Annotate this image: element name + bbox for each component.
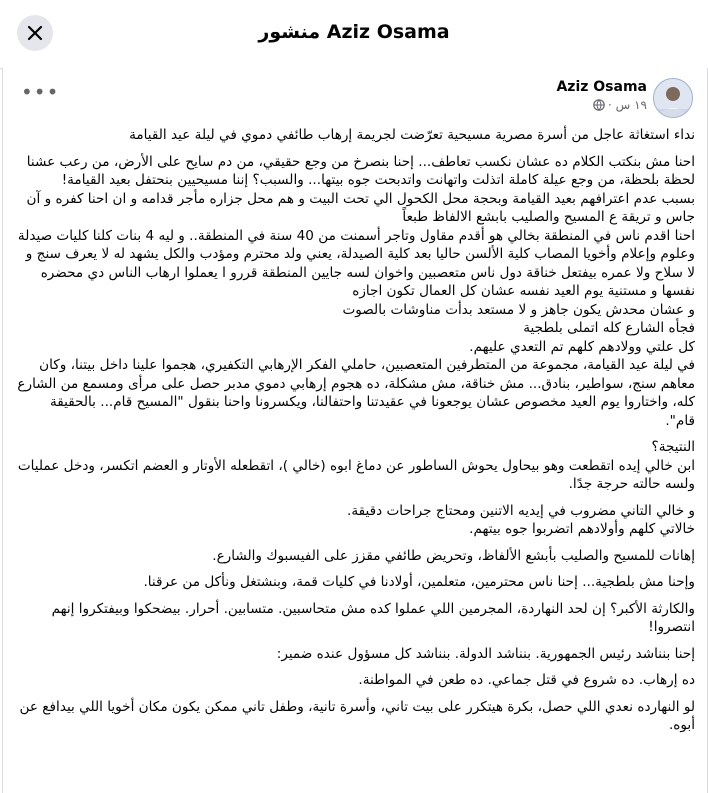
post-time[interactable]: ١٩ س ·	[608, 98, 647, 112]
post-paragraph-1: نداء استغاثة عاجل من أسرة مصرية مسيحية تعرّضت لجريمة إرهاب طائفي دموي في ليلة عيد القيامة	[129, 127, 695, 143]
globe-icon	[593, 99, 605, 111]
post-paragraph-9: ده إرهاب. ده شروع في قتل جماعي. ده طعن في المواطنة.	[358, 672, 695, 688]
avatar[interactable]	[653, 78, 693, 118]
post-paragraph-8: إحنا بنناشد رئيس الجمهورية. بنناشد الدولة. بنناشد كل مسؤول عنده ضمير:	[276, 645, 695, 662]
post-paragraph-2: احنا مش بنكتب الكلام ده عشان نكسب تعاطف... إحنا بنصرخ من وجع حقيقي، من دم سايح على الأرض، من رعب عشنا لحظة بلحظة، من وجع عيلة كاملة اتذلت واتهانت واتدبحت جوه بيتها... والسبب؟ إننا مسيحيين بنحتفل بعيد القيامة! بسبب عدم اعترافهم بعيد القيامة وبحجة محل الكحول الي تحت البيت و هم محل جزاره مأجر قدامه و ان احنا كفره و آن جاس و تريقة ع المسيح والصليب بابشع الالفاظ طبعاً احنا اقدم ناس في المنطقة بخالي هو أقدم مقاول وتاجر أسمنت من 40 سنة في المنطقة.. و ليه 4 بنات كلنا كليات صيدلة وعلوم وإعلام وأخويا المصاب كلية الألسن حاليا بعد كلية الصيدلة، يعني ولد محترم ومؤدب والكل يشهد له لا يعرف سنج و لا سلاح ولا عمره بيفتعل خناقة دول ناس متعصبين واخوان لسه جايين المنطقة قررو ا يعملوا ارهاب الناس دي محضره نفسها و مستنية يوم العيد نفسه عشان كل العمال تكون اجازه و عشان محدش يكون جاهز و لا مستعد بدأت مناوشات بالصوت فجأه الشارع كله اتملى بلطجية كل علتي وولادهم كلهم تم التعدي عليهم. في ليلة عيد القيامة، مجموعة من المتطرفين المتعصبين، حاملي الفكر الإرهابي التكفيري، هجموا علينا داخل بيتنا، وكان معاهم سنج، سواطير، بنادق... مش خناقة، مش مشكلة، ده هجوم إرهابي دموي مدبر حصل على مرأى ومسمع من الشارع كله، واختاروا يوم العيد مخصوص عشان يوجعونا في عقيدتنا واحتفالنا، ويكسرونا واحنا بنقول "المسيح قام... بالحقيقة قام".	[17, 153, 695, 429]
more-options-button[interactable]: •••	[21, 80, 60, 104]
avatar-image	[654, 79, 692, 117]
post-paragraph-10: لو النهارده نعدي اللي حصل، بكرة هيتكرر على بيت تاني، وأسرة تانية، وطفل تاني ممكن يكون مكان أخويا اللي بيدافع عن أبوه.	[19, 698, 695, 733]
post-paragraph-3: النتيجة؟ ابن خالي إيده اتقطعت وهو بيحاول يحوش الساطور عن دماغ ابوه (خالي )، اتقطعله الأوتار و العضم اتكسر، ودخل عمليات ولسه حالته حرجة جدًا.	[17, 439, 695, 492]
post-paragraph-5: إهانات للمسيح والصليب بأبشع الألفاظ، وتحريض طائفي مقزز على الفيسبوك والشارع.	[212, 547, 695, 564]
dialog-header	[0, 0, 708, 69]
post-body	[17, 126, 695, 743]
author-name[interactable]: Aziz Osama	[556, 79, 647, 95]
post-paragraph-4: و خالي التاني مضروب في إيديه الاتنين ومحتاج جراحات دقيقة. خالاتي كلهم وأولادهم اتضربوا جوه بيتهم.	[347, 502, 695, 537]
post-paragraph-7: والكارثة الأكبر؟ إن لحد النهاردة، المجرمين اللي عملوا كده مش متحاسبين. متسابين. أحرار. بيضحكوا وبيفتكروا إنهم انتصروا!	[51, 600, 695, 635]
post-paragraph-6: وإحنا مش بلطجية... إحنا ناس محترمين، متعلمين، أولادنا في كليات قمة، وبنشتغل ونأكل من عرقنا.	[143, 574, 695, 590]
post-card	[2, 68, 708, 793]
dialog-title: منشور Aziz Osama	[258, 21, 450, 43]
post-meta	[593, 98, 647, 112]
